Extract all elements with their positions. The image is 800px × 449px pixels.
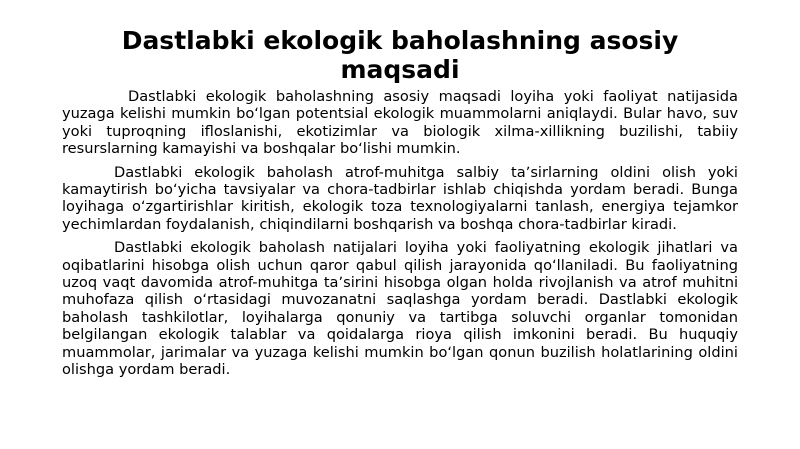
slide-body: [62, 88, 738, 385]
paragraph-2: Dastlabki ekologik baholash atrof-muhitga salbiy taʼsirlarning oldini olish yoki kamaytirish boʻyicha tavsiyalar va chora-tadbirlar ishlab chiqishda yordam beradi. Bunga loyihaga oʻzgartirishlar kiritish, ekologik toza texnologiyalarni tanlash, energiya tejamkor yechimlardan foydalanish, chiqindilarni boshqarish va boshqa chora-tadbirlar kiradi.: [62, 163, 738, 233]
paragraph-1: Dastlabki ekologik baholashning asosiy maqsadi loyiha yoki faoliyat natijasida yuzaga kelishi mumkin boʻlgan potentsial ekologik muammolarni aniqlaydi. Bular havo, suv yoki tuproqning ifloslanishi, ekotizimlar va biologik xilma-xillikning buzilishi, tabiiy resurslarning kamayishi va boshqalar boʻlishi mumkin.: [62, 88, 738, 158]
paragraph-3: Dastlabki ekologik baholash natijalari loyiha yoki faoliyatning ekologik jihatlari va oqibatlarini hisobga olish uchun qaror qabul qilish jarayonida qoʻllaniladi. Bu faoliyatning uzoq vaqt davomida atrof-muhitga taʼsirini hisobga olgan holda rivojlanish va atrof muhitni muhofaza qilish oʻrtasidagi muvozanatni saqlashga yordam beradi. Dastlabki ekologik baholash tashkilotlar, loyihalarga qonuniy va tartibga soluvchi organlar tomonidan belgilangan ekologik talablar va qoidalarga rioya qilish imkonini beradi. Bu huquqiy muammolar, jarimalar va yuzaga kelishi mumkin boʻlgan qonun buzilish holatlarining oldini olishga yordam beradi.: [62, 239, 738, 379]
slide-title: Dastlabki ekologik baholashning asosiy maqsadi: [121, 26, 679, 84]
